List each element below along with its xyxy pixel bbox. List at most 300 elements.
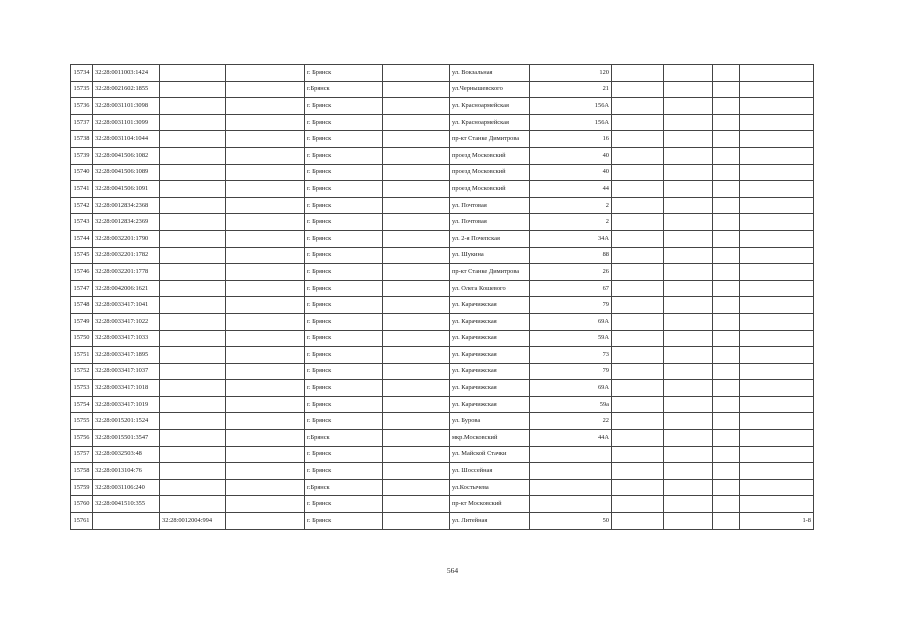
- cell-cadastral-number: 32:28:0032201:1782: [93, 247, 160, 264]
- cell-blank-col-3: [226, 380, 305, 397]
- table-row: [71, 396, 814, 413]
- cell-house-number: 156А: [530, 98, 612, 115]
- cell-street: ул.Костычева: [450, 479, 530, 496]
- cell-apartment-range: [740, 347, 814, 364]
- cell-blank-col-3: [226, 230, 305, 247]
- cell-locality: г. Брянск: [305, 363, 383, 380]
- cell-blank-col-9: [664, 280, 713, 297]
- cell-parent-cadastral-number: [160, 247, 226, 264]
- cell-cadastral-number: 32:28:0032201:1778: [93, 264, 160, 281]
- cell-parent-cadastral-number: [160, 280, 226, 297]
- cell-blank-col-9: [664, 230, 713, 247]
- cell-blank-col-5: [383, 98, 450, 115]
- cell-blank-col-5: [383, 430, 450, 447]
- cell-blank-col-10: [713, 181, 740, 198]
- cell-record-number: 15761: [71, 513, 93, 530]
- cell-parent-cadastral-number: [160, 430, 226, 447]
- cell-cadastral-number: 32:28:0031101:3098: [93, 98, 160, 115]
- cell-cadastral-number: 32:28:0033417:1041: [93, 297, 160, 314]
- cell-blank-col-8: [612, 131, 664, 148]
- cell-record-number: 15756: [71, 430, 93, 447]
- cell-blank-col-5: [383, 164, 450, 181]
- cell-parent-cadastral-number: [160, 496, 226, 513]
- cell-record-number: 15740: [71, 164, 93, 181]
- cell-blank-col-9: [664, 446, 713, 463]
- cell-parent-cadastral-number: [160, 330, 226, 347]
- cell-blank-col-10: [713, 264, 740, 281]
- cell-blank-col-10: [713, 396, 740, 413]
- cell-house-number: 40: [530, 147, 612, 164]
- cell-blank-col-3: [226, 147, 305, 164]
- cell-blank-col-5: [383, 65, 450, 82]
- cell-blank-col-8: [612, 164, 664, 181]
- cell-blank-col-5: [383, 396, 450, 413]
- cell-street: ул. Почтовая: [450, 214, 530, 231]
- cell-locality: г. Брянск: [305, 114, 383, 131]
- cell-blank-col-9: [664, 131, 713, 148]
- cell-parent-cadastral-number: [160, 297, 226, 314]
- cell-street: пр-кт Московский: [450, 496, 530, 513]
- cell-blank-col-3: [226, 363, 305, 380]
- cell-apartment-range: [740, 114, 814, 131]
- cell-blank-col-10: [713, 147, 740, 164]
- cell-blank-col-10: [713, 81, 740, 98]
- cell-blank-col-8: [612, 98, 664, 115]
- cell-blank-col-10: [713, 330, 740, 347]
- cell-record-number: 15744: [71, 230, 93, 247]
- cell-cadastral-number: 32:28:0042006:1621: [93, 280, 160, 297]
- cell-blank-col-8: [612, 330, 664, 347]
- cell-apartment-range: [740, 230, 814, 247]
- cell-street: ул. Карачижская: [450, 313, 530, 330]
- cell-blank-col-3: [226, 330, 305, 347]
- cell-blank-col-5: [383, 330, 450, 347]
- cell-blank-col-8: [612, 264, 664, 281]
- cell-parent-cadastral-number: [160, 131, 226, 148]
- cell-locality: г. Брянск: [305, 330, 383, 347]
- cell-locality: г. Брянск: [305, 413, 383, 430]
- cell-blank-col-8: [612, 513, 664, 530]
- cell-house-number: 73: [530, 347, 612, 364]
- cell-street: проезд Московский: [450, 181, 530, 198]
- table-row: [71, 496, 814, 513]
- cell-blank-col-10: [713, 430, 740, 447]
- cell-blank-col-8: [612, 463, 664, 480]
- cell-street: ул. 2-я Почепская: [450, 230, 530, 247]
- cell-house-number: 59А: [530, 330, 612, 347]
- cell-house-number: 120: [530, 65, 612, 82]
- cell-apartment-range: [740, 446, 814, 463]
- cell-record-number: 15755: [71, 413, 93, 430]
- cell-blank-col-3: [226, 430, 305, 447]
- cell-parent-cadastral-number: [160, 446, 226, 463]
- cell-blank-col-5: [383, 297, 450, 314]
- cell-blank-col-3: [226, 513, 305, 530]
- cell-blank-col-8: [612, 430, 664, 447]
- cell-record-number: 15751: [71, 347, 93, 364]
- cell-blank-col-8: [612, 81, 664, 98]
- cell-blank-col-9: [664, 347, 713, 364]
- cell-record-number: 15749: [71, 313, 93, 330]
- cell-record-number: 15735: [71, 81, 93, 98]
- cell-cadastral-number: 32:28:0033417:1018: [93, 380, 160, 397]
- cell-locality: г. Брянск: [305, 463, 383, 480]
- cell-blank-col-3: [226, 463, 305, 480]
- cell-blank-col-9: [664, 330, 713, 347]
- cell-blank-col-10: [713, 247, 740, 264]
- cell-record-number: 15757: [71, 446, 93, 463]
- cell-apartment-range: [740, 363, 814, 380]
- cell-blank-col-10: [713, 280, 740, 297]
- cell-blank-col-10: [713, 164, 740, 181]
- register-table-body: [71, 65, 814, 530]
- cell-blank-col-8: [612, 479, 664, 496]
- cell-apartment-range: [740, 264, 814, 281]
- cell-house-number: 79: [530, 297, 612, 314]
- cell-blank-col-8: [612, 446, 664, 463]
- cell-cadastral-number: 32:28:0033417:1019: [93, 396, 160, 413]
- cell-parent-cadastral-number: [160, 347, 226, 364]
- table-row: [71, 380, 814, 397]
- cell-parent-cadastral-number: 32:28:0012004:994: [160, 513, 226, 530]
- table-row: [71, 230, 814, 247]
- cell-blank-col-3: [226, 65, 305, 82]
- cell-cadastral-number: 32:28:0041510:355: [93, 496, 160, 513]
- table-row: [71, 413, 814, 430]
- cell-locality: г. Брянск: [305, 347, 383, 364]
- cell-cadastral-number: 32:28:0012834:2368: [93, 197, 160, 214]
- cell-parent-cadastral-number: [160, 396, 226, 413]
- table-row: [71, 65, 814, 82]
- cell-blank-col-10: [713, 214, 740, 231]
- cell-apartment-range: [740, 247, 814, 264]
- cell-blank-col-5: [383, 380, 450, 397]
- cell-blank-col-10: [713, 313, 740, 330]
- cell-record-number: 15739: [71, 147, 93, 164]
- cell-record-number: 15747: [71, 280, 93, 297]
- cell-street: пр-кт Станке Димитрова: [450, 264, 530, 281]
- cell-parent-cadastral-number: [160, 164, 226, 181]
- cell-parent-cadastral-number: [160, 114, 226, 131]
- cell-street: ул. Красноармейская: [450, 114, 530, 131]
- cell-locality: г. Брянск: [305, 65, 383, 82]
- cell-house-number: 79: [530, 363, 612, 380]
- cell-blank-col-8: [612, 197, 664, 214]
- cell-blank-col-8: [612, 280, 664, 297]
- cell-record-number: 15737: [71, 114, 93, 131]
- cell-street: ул. Красноармейская: [450, 98, 530, 115]
- cell-apartment-range: [740, 463, 814, 480]
- cell-parent-cadastral-number: [160, 65, 226, 82]
- cell-locality: г. Брянск: [305, 147, 383, 164]
- cell-blank-col-9: [664, 430, 713, 447]
- table-row: [71, 313, 814, 330]
- cell-blank-col-8: [612, 65, 664, 82]
- cell-apartment-range: [740, 181, 814, 198]
- table-row: [71, 164, 814, 181]
- cell-house-number: 40: [530, 164, 612, 181]
- cell-blank-col-3: [226, 131, 305, 148]
- cell-blank-col-8: [612, 396, 664, 413]
- cell-blank-col-3: [226, 496, 305, 513]
- cell-record-number: 15759: [71, 479, 93, 496]
- cell-blank-col-9: [664, 164, 713, 181]
- cell-cadastral-number: 32:28:0031106:240: [93, 479, 160, 496]
- cell-blank-col-3: [226, 297, 305, 314]
- cell-street: ул. Вокзальная: [450, 65, 530, 82]
- cell-blank-col-5: [383, 247, 450, 264]
- cell-apartment-range: [740, 147, 814, 164]
- cell-parent-cadastral-number: [160, 413, 226, 430]
- cell-house-number: 59а: [530, 396, 612, 413]
- cell-blank-col-3: [226, 396, 305, 413]
- cell-cadastral-number: [93, 513, 160, 530]
- cell-blank-col-10: [713, 363, 740, 380]
- cell-apartment-range: [740, 496, 814, 513]
- cell-blank-col-9: [664, 363, 713, 380]
- cell-parent-cadastral-number: [160, 214, 226, 231]
- cell-cadastral-number: 32:28:0031101:3099: [93, 114, 160, 131]
- cell-blank-col-5: [383, 363, 450, 380]
- cell-parent-cadastral-number: [160, 81, 226, 98]
- table-row: [71, 297, 814, 314]
- cell-blank-col-5: [383, 463, 450, 480]
- cell-blank-col-9: [664, 147, 713, 164]
- cell-blank-col-5: [383, 81, 450, 98]
- cell-cadastral-number: 32:28:0033417:1033: [93, 330, 160, 347]
- cell-blank-col-8: [612, 313, 664, 330]
- cell-cadastral-number: 32:28:0032201:1790: [93, 230, 160, 247]
- cell-cadastral-number: 32:28:0011003:1424: [93, 65, 160, 82]
- cell-blank-col-5: [383, 197, 450, 214]
- cell-street: ул. Майской Стачки: [450, 446, 530, 463]
- cell-locality: г. Брянск: [305, 247, 383, 264]
- cell-locality: г. Брянск: [305, 164, 383, 181]
- cell-blank-col-10: [713, 98, 740, 115]
- cell-blank-col-10: [713, 131, 740, 148]
- cell-cadastral-number: 32:28:0013104:76: [93, 463, 160, 480]
- cell-apartment-range: [740, 131, 814, 148]
- cell-cadastral-number: 32:28:0041506:1089: [93, 164, 160, 181]
- cell-house-number: [530, 446, 612, 463]
- cell-locality: г. Брянск: [305, 197, 383, 214]
- cell-record-number: 15758: [71, 463, 93, 480]
- cell-apartment-range: [740, 98, 814, 115]
- cell-blank-col-10: [713, 347, 740, 364]
- cell-blank-col-10: [713, 230, 740, 247]
- cell-street: ул. Шоссейная: [450, 463, 530, 480]
- cell-blank-col-5: [383, 114, 450, 131]
- cell-blank-col-8: [612, 230, 664, 247]
- cell-parent-cadastral-number: [160, 463, 226, 480]
- cell-blank-col-3: [226, 479, 305, 496]
- cell-locality: г.Брянск: [305, 430, 383, 447]
- cell-blank-col-9: [664, 297, 713, 314]
- table-row: [71, 81, 814, 98]
- cell-record-number: 15750: [71, 330, 93, 347]
- cell-blank-col-5: [383, 446, 450, 463]
- cell-parent-cadastral-number: [160, 98, 226, 115]
- cell-parent-cadastral-number: [160, 147, 226, 164]
- cell-cadastral-number: 32:28:0033417:1895: [93, 347, 160, 364]
- cell-cadastral-number: 32:28:0012834:2369: [93, 214, 160, 231]
- cell-record-number: 15753: [71, 380, 93, 397]
- table-row: [71, 463, 814, 480]
- cell-blank-col-9: [664, 496, 713, 513]
- cell-blank-col-5: [383, 513, 450, 530]
- table-row: [71, 330, 814, 347]
- cell-blank-col-5: [383, 496, 450, 513]
- cell-house-number: 16: [530, 131, 612, 148]
- cell-apartment-range: [740, 81, 814, 98]
- cell-blank-col-3: [226, 197, 305, 214]
- table-row: [71, 430, 814, 447]
- cell-record-number: 15734: [71, 65, 93, 82]
- table-row: [71, 363, 814, 380]
- cell-apartment-range: [740, 65, 814, 82]
- cell-house-number: 156А: [530, 114, 612, 131]
- cell-record-number: 15752: [71, 363, 93, 380]
- cell-locality: г. Брянск: [305, 380, 383, 397]
- cell-cadastral-number: 32:28:0033417:1037: [93, 363, 160, 380]
- cell-house-number: 69А: [530, 313, 612, 330]
- cell-parent-cadastral-number: [160, 313, 226, 330]
- cell-record-number: 15741: [71, 181, 93, 198]
- cell-blank-col-3: [226, 280, 305, 297]
- cell-blank-col-10: [713, 479, 740, 496]
- cell-blank-col-3: [226, 264, 305, 281]
- cell-apartment-range: [740, 380, 814, 397]
- cell-blank-col-3: [226, 247, 305, 264]
- cell-cadastral-number: 32:28:0015501:3547: [93, 430, 160, 447]
- cell-blank-col-9: [664, 313, 713, 330]
- cell-house-number: [530, 479, 612, 496]
- cell-blank-col-10: [713, 380, 740, 397]
- cell-street: ул. Карачижская: [450, 380, 530, 397]
- cell-blank-col-8: [612, 380, 664, 397]
- cell-locality: г. Брянск: [305, 297, 383, 314]
- cell-locality: г. Брянск: [305, 181, 383, 198]
- cell-blank-col-8: [612, 347, 664, 364]
- cell-house-number: 67: [530, 280, 612, 297]
- table-row: [71, 280, 814, 297]
- cell-parent-cadastral-number: [160, 264, 226, 281]
- cell-record-number: 15754: [71, 396, 93, 413]
- cell-street: пр-кт Станке Димитрова: [450, 131, 530, 148]
- cell-blank-col-3: [226, 164, 305, 181]
- cell-blank-col-5: [383, 347, 450, 364]
- cell-blank-col-5: [383, 313, 450, 330]
- cell-blank-col-8: [612, 147, 664, 164]
- cell-apartment-range: [740, 313, 814, 330]
- cell-street: ул. Олега Кошевого: [450, 280, 530, 297]
- table-row: [71, 347, 814, 364]
- cell-blank-col-9: [664, 380, 713, 397]
- cell-blank-col-10: [713, 463, 740, 480]
- cell-house-number: 22: [530, 413, 612, 430]
- cell-locality: г. Брянск: [305, 230, 383, 247]
- cell-house-number: 26: [530, 264, 612, 281]
- cell-blank-col-8: [612, 181, 664, 198]
- cell-apartment-range: 1-8: [740, 513, 814, 530]
- cell-house-number: 88: [530, 247, 612, 264]
- cell-house-number: 44А: [530, 430, 612, 447]
- cell-house-number: 21: [530, 81, 612, 98]
- cell-blank-col-9: [664, 114, 713, 131]
- cell-street: ул. Бурова: [450, 413, 530, 430]
- cell-parent-cadastral-number: [160, 181, 226, 198]
- cell-blank-col-5: [383, 147, 450, 164]
- cell-record-number: 15736: [71, 98, 93, 115]
- cell-blank-col-8: [612, 413, 664, 430]
- cell-apartment-range: [740, 197, 814, 214]
- cell-cadastral-number: 32:28:0032503:48: [93, 446, 160, 463]
- cell-apartment-range: [740, 280, 814, 297]
- cell-blank-col-5: [383, 280, 450, 297]
- cell-blank-col-10: [713, 197, 740, 214]
- cell-street: проезд Московский: [450, 164, 530, 181]
- cell-blank-col-8: [612, 114, 664, 131]
- table-row: [71, 513, 814, 530]
- cell-blank-col-9: [664, 396, 713, 413]
- cell-cadastral-number: 32:28:0015201:1524: [93, 413, 160, 430]
- cell-locality: г.Брянск: [305, 81, 383, 98]
- cell-locality: г. Брянск: [305, 131, 383, 148]
- table-row: [71, 479, 814, 496]
- cell-blank-col-10: [713, 65, 740, 82]
- cell-blank-col-9: [664, 463, 713, 480]
- cell-locality: г. Брянск: [305, 396, 383, 413]
- cell-street: ул. Карачижская: [450, 330, 530, 347]
- cell-record-number: 15746: [71, 264, 93, 281]
- cell-apartment-range: [740, 214, 814, 231]
- cell-record-number: 15748: [71, 297, 93, 314]
- cell-apartment-range: [740, 164, 814, 181]
- cell-cadastral-number: 32:28:0041506:1082: [93, 147, 160, 164]
- cell-locality: г.Брянск: [305, 479, 383, 496]
- cell-locality: г. Брянск: [305, 98, 383, 115]
- cell-apartment-range: [740, 413, 814, 430]
- cell-blank-col-8: [612, 363, 664, 380]
- cell-blank-col-9: [664, 197, 713, 214]
- cell-house-number: [530, 496, 612, 513]
- cell-street: ул. Шукина: [450, 247, 530, 264]
- cell-blank-col-3: [226, 98, 305, 115]
- cell-street: ул. Карачижская: [450, 297, 530, 314]
- cell-parent-cadastral-number: [160, 197, 226, 214]
- cell-blank-col-3: [226, 114, 305, 131]
- cell-blank-col-3: [226, 81, 305, 98]
- cell-house-number: 44: [530, 181, 612, 198]
- cell-locality: г. Брянск: [305, 214, 383, 231]
- cell-cadastral-number: 32:28:0033417:1022: [93, 313, 160, 330]
- cell-blank-col-3: [226, 214, 305, 231]
- cell-cadastral-number: 32:28:0041506:1091: [93, 181, 160, 198]
- cell-blank-col-9: [664, 513, 713, 530]
- cell-cadastral-number: 32:28:0021602:1855: [93, 81, 160, 98]
- cell-blank-col-10: [713, 513, 740, 530]
- cell-blank-col-3: [226, 446, 305, 463]
- cell-street: ул. Карачижская: [450, 347, 530, 364]
- cell-blank-col-8: [612, 297, 664, 314]
- cell-house-number: 50: [530, 513, 612, 530]
- cell-blank-col-3: [226, 347, 305, 364]
- cell-blank-col-9: [664, 214, 713, 231]
- cell-blank-col-5: [383, 413, 450, 430]
- cell-blank-col-9: [664, 264, 713, 281]
- cell-apartment-range: [740, 430, 814, 447]
- cell-house-number: [530, 463, 612, 480]
